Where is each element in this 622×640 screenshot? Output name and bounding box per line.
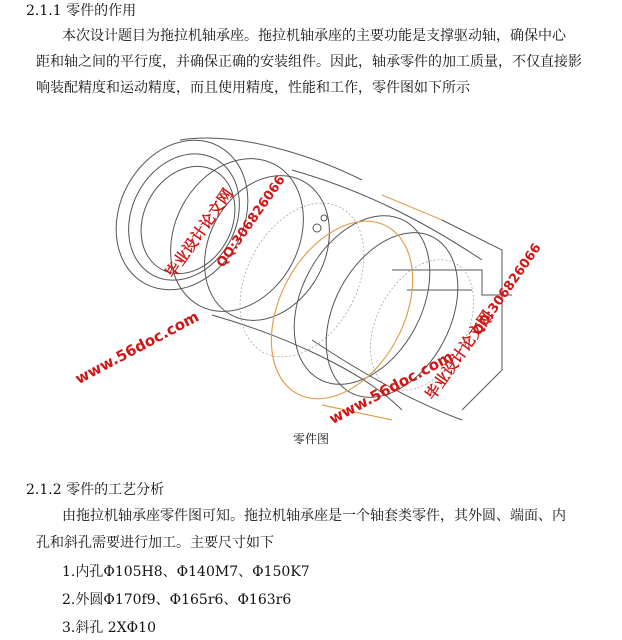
bearing-housing-illustration [62,120,532,430]
paragraph-line: 距和轴之间的平行度，并确保正确的安装组件。因此，轴承零件的加工质量，不仅直接影 [36,54,582,70]
watermark-text: QQ:306826066 [214,172,289,271]
section-heading-2: 2.1.2 零件的工艺分析 [26,482,165,498]
section-heading-1: 2.1.1 零件的作用 [26,3,137,19]
watermark-text: QQ:306826066 [470,240,545,339]
list-item: 2.外圆Φ170f9、Φ165r6、Φ163r6 [62,592,292,608]
watermark-text: 毕业设计论文网 [421,307,497,404]
watermark-text: 毕业设计论文网 [161,185,237,282]
watermark-text: www.56doc.com [326,347,456,428]
paragraph-line: 孔和斜孔需要进行加工。主要尺寸如下 [36,535,274,551]
figure-caption: 零件图 [292,432,329,446]
part-drawing [62,120,532,430]
list-item: 1.内孔Φ105H8、Φ140M7、Φ150K7 [62,564,310,580]
list-item: 3.斜孔 2XΦ10 [62,620,156,636]
paragraph-line: 响装配精度和运动精度，而且使用精度，性能和工作，零件图如下所示 [36,80,470,96]
watermark-text: www.56doc.com [72,307,202,388]
paragraph-line: 由拖拉机轴承座零件图可知。拖拉机轴承座是一个轴套类零件，其外圆、端面、内 [62,508,566,524]
paragraph-line: 本次设计题目为拖拉机轴承座。拖拉机轴承座的主要功能是支撑驱动轴，确保中心 [62,28,566,44]
